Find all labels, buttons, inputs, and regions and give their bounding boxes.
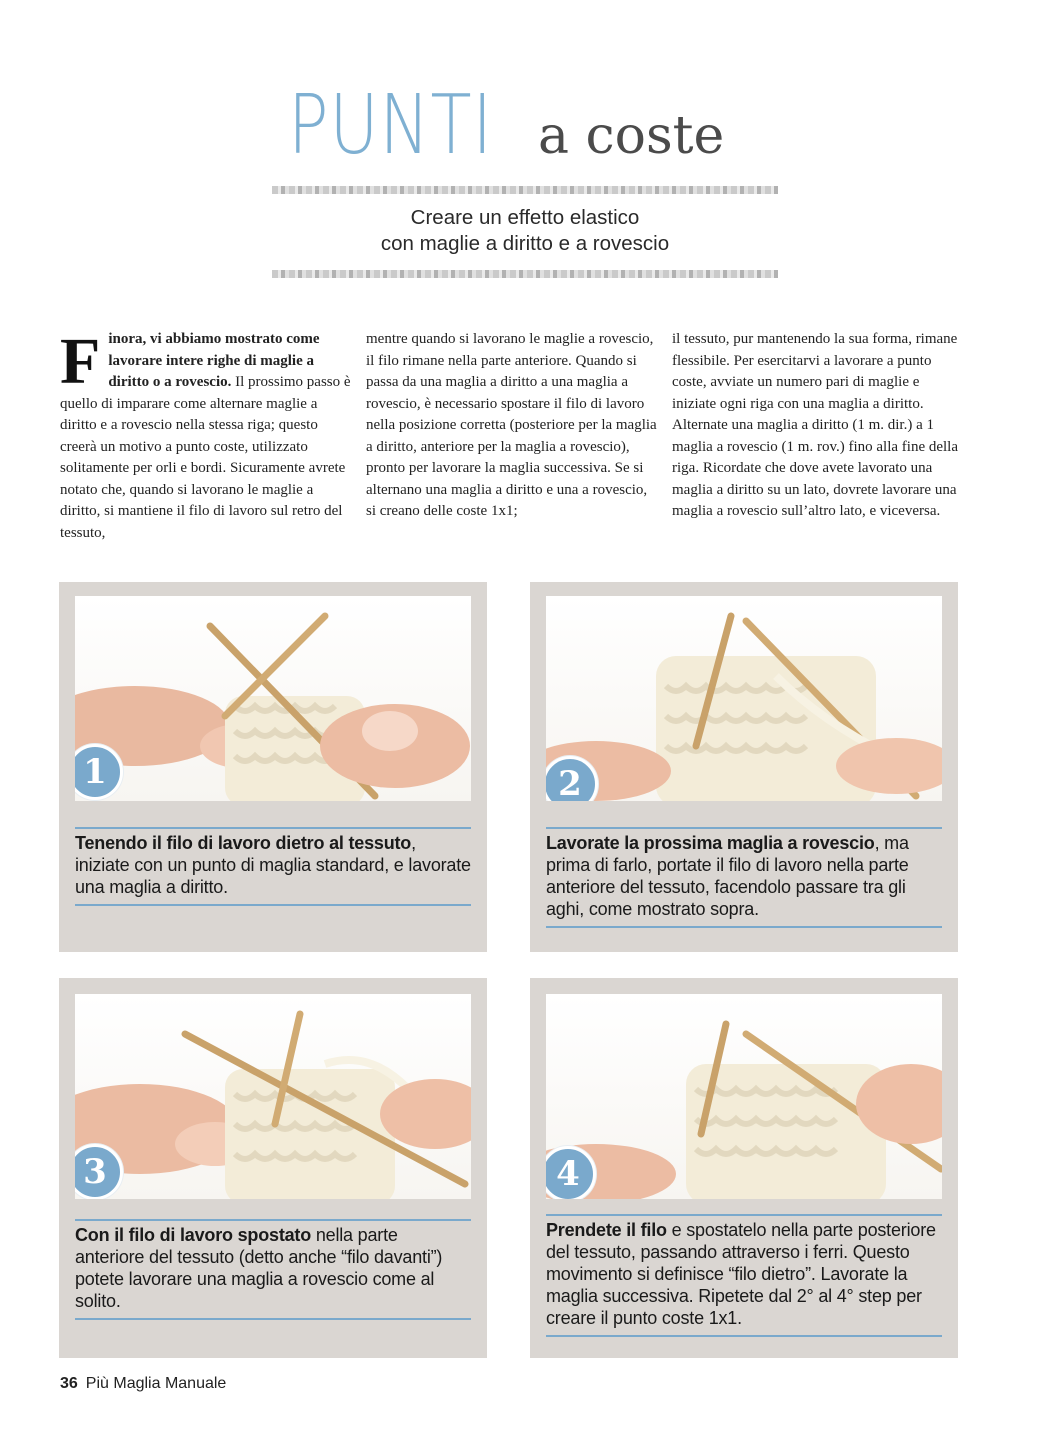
step-4-caption <box>546 1214 942 1337</box>
step-3-caption-bold: Con il filo di lavoro spostato <box>75 1225 312 1245</box>
body-text: Il prossimo passo è quello di imparare come alternare maglie a diritto e a rovescio nella stessa riga; questo creerà un motivo a punto coste, utilizzato solitamente per orli e bordi. Sicuramente avrete notato che, quando si lavorano le maglie a diritto, si mantiene il filo di lavoro sul retro del tessuto, <box>60 374 351 541</box>
knitting-illustration-3 <box>75 994 471 1199</box>
decorative-divider <box>272 186 778 194</box>
body-column-3: il tessuto, pur mantenendo la sua forma, rimane flessibile. Per esercitarvi a lavorare a punto coste, avviate un numero pari di maglie e iniziate ogni riga con una maglia a diritto. Alternate una maglia a diritto (1 m. dir.) a 1 maglia a rovescio (1 m. rov.) fino alla fine della riga. Ricordate che dove avete lavorato una maglia a diritto su un lato, dovrete lavorare una maglia a rovescio sull’altro lato, e viceversa. <box>672 331 959 519</box>
step-1-caption <box>75 827 471 906</box>
step-1-caption-bold: Tenendo il filo di lavoro dietro al tessuto <box>75 833 412 853</box>
page-number: 36 <box>60 1375 78 1392</box>
step-3-photo <box>75 994 471 1199</box>
body-column-2: mentre quando si lavorano le maglie a rovescio, il filo rimane nella parte anteriore. Quando si passa da una maglia a diritto a una maglia a rovescio, è necessario spostare il filo di lavoro nella posizione corretta (posteriore per la maglia a diritto, anteriore per la maglia a rovescio), pronto per lavorare la maglia successiva. Se si alternano una maglia a diritto e una a rovescio, si creano delle coste 1x1; <box>366 331 657 519</box>
step-4-caption-text: e spostatelo nella parte posteriore del tessuto, passando attraverso i ferri. Questo movimento si definisce “filo dietro”. Lavorate la maglia successiva. Ripetete dal 2° al 4° step per creare il punto coste 1x1. <box>546 1220 936 1328</box>
step-4-caption-bold: Prendete il filo <box>546 1220 667 1240</box>
step-2-caption-bold: Lavorate la prossima maglia a rovescio <box>546 833 875 853</box>
knitting-illustration-2 <box>546 596 942 801</box>
step-3-caption <box>75 1219 471 1320</box>
body-column-1 <box>60 325 352 544</box>
magazine-name: Più Maglia Manuale <box>85 1375 227 1392</box>
page-title <box>288 78 768 178</box>
knitting-illustration-1 <box>75 596 471 801</box>
page-footer <box>60 1375 226 1393</box>
step-1-photo <box>75 596 471 801</box>
step-2-caption-text: , ma prima di farlo, portate il filo di lavoro nella parte anteriore del tessuto, facendolo passare tra gli aghi, come mostrato sopra. <box>546 833 909 919</box>
step-number-badge: 4 <box>546 1146 596 1199</box>
step-3-caption-text: nella parte anteriore del tessuto (detto anche “filo davanti”) potete lavorare una maglia a rovescio come al solito. <box>75 1225 443 1311</box>
step-panel-2 <box>530 582 958 952</box>
drop-cap: F <box>60 325 101 398</box>
step-number-badge: 2 <box>546 756 598 801</box>
step-number-badge: 1 <box>75 744 123 800</box>
step-panel-3 <box>59 978 487 1358</box>
step-2-caption <box>546 827 942 928</box>
decorative-divider <box>272 270 778 278</box>
step-1-caption-text: , iniziate con un punto di maglia standard, e lavorate una maglia a diritto. <box>75 833 471 897</box>
title-main: PUNTI <box>288 78 494 173</box>
step-number-badge: 3 <box>75 1144 123 1199</box>
lead-text: inora, vi abbiamo mostrato come lavorare intere righe di maglie a diritto o a rovescio. <box>108 331 320 390</box>
title-sub: a coste <box>538 106 725 166</box>
step-panel-1 <box>59 582 487 952</box>
step-panel-4 <box>530 978 958 1358</box>
step-2-photo <box>546 596 942 801</box>
knitting-illustration-4 <box>546 994 942 1199</box>
step-4-photo <box>546 994 942 1199</box>
subtitle-line-2: con maglie a diritto e a rovescio <box>380 232 670 255</box>
subtitle-line-1: Creare un effetto elastico <box>410 206 640 229</box>
subtitle <box>272 205 778 257</box>
